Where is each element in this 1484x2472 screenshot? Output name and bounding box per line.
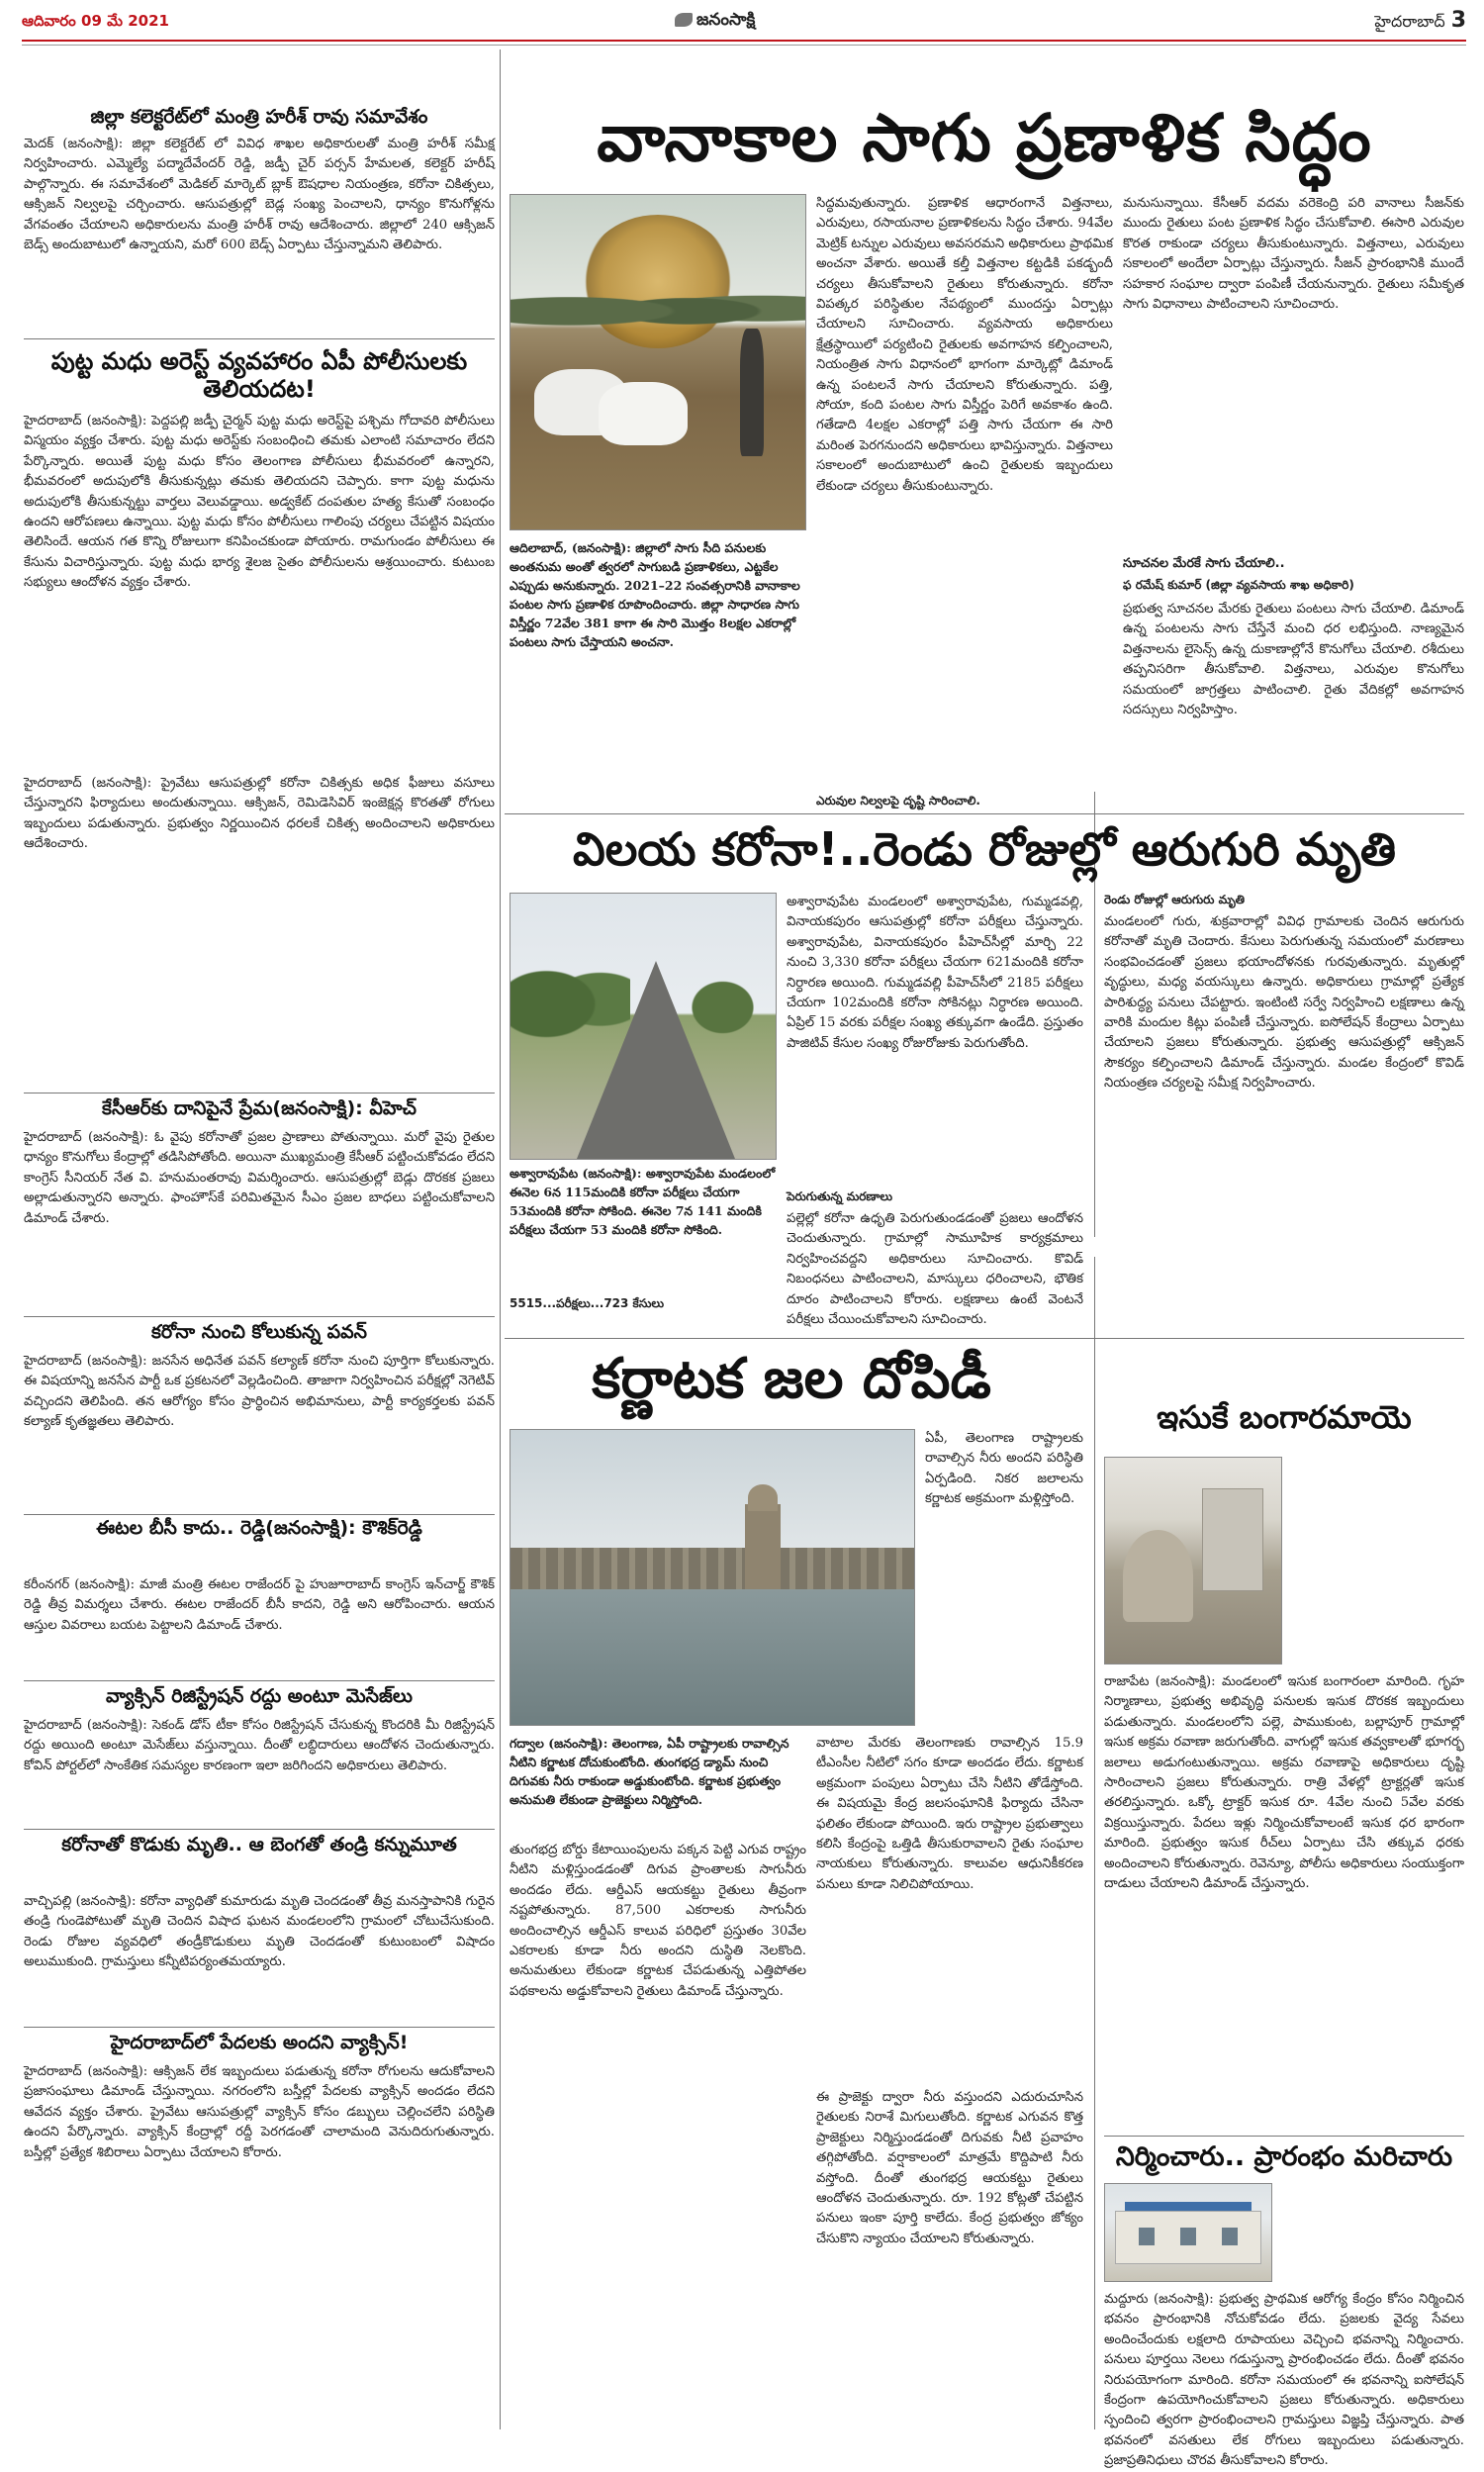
story-divider [24,1316,495,1317]
dam-photo [510,1429,915,1726]
masthead-rule-thin [22,45,1466,46]
building-headline: నిర్మించారు.. ప్రారంభం మరిచారు [1115,2141,1453,2172]
story-divider [24,1514,495,1515]
farm-photo [510,194,806,530]
dam-water [510,1589,914,1725]
story-headline-pawan: కరోనా నుంచి కోలుకున్న పవన్ [151,1321,367,1343]
story-headline-vh: కేసీఆర్‌కు దానిపైనే ప్రేమ(జనంసాక్షి): వీహెచ్ [102,1097,417,1119]
story-body-puttamadhu: హైదరాబాద్ (జనంసాక్షి): పెద్దపల్లి జడ్పీ చైర్మన్ పుట్ట మధు అరెస్ట్‌పై పశ్చిమ గోదావరి పోలీసులు విస్మయం వ్యక్తం చేశారు. పుట్ట మధు అరెస్ట్‌కు సంబంధించి తమకు ఎలాంటి సమాచారం లేదని పేర్కొన్నారు. అయితే పుట్ట మధు కోసం తెలంగాణ పోలీసులు భీమవరంలో ఉన్నారని, భీమవరంలో అదుపులోకి తీసుకున్నట్లు తమకు తెలియదని చెప్పారు. కాగా పుట్ట మధును అదుపులోకి తీసుకున్నట్టు వార్తలు వెలువడ్డాయి. అడ్వకేట్ దంపతుల హత్య కేసుతో సంబంధం ఉందని ఆరోపణలు ఉన్నాయి. పుట్ట మధు కోసం పోలీసులు గాలింపు చర్యలు చేపట్టిన విషయం తెలిసిందే. ఆయన గత కొన్ని రోజులుగా కనిపించకుండా పోయారు. రామగుండం పోలీసులు ఈ కేసును విచారిస్తున్నారు. పుట్ట మధు భార్య శైలజ సైతం పోలీసులను ఆశ్రయించారు. కుటుంబ సభ్యులు ఆందోళన వ్యక్తం చేశారు. [24,414,495,591]
story-headline-puttamadhu: పుట్ట మధు అరెస్ట్ వ్యవహారం ఏపీ పోలీసులకు తెలియదట! [50,347,468,403]
corona-deaths-subhead: రెండు రోజుల్లో ఆరుగురు మృతి [1104,893,1246,906]
page-number: 3 [1450,8,1466,33]
story-headline-father-son: కరోనాతో కొడుకు మృతి.. ఆ బెంగతో తండ్రి కన్నుమూత [61,1834,457,1855]
corona-body-col1: అశ్వారావుపేట మండలంలో అశ్వారావుపేట, గుమ్మడవల్లి, వినాయకపురం ఆసుపత్రుల్లో కరోనా పరీక్షలు చేస్తున్నారు. అశ్వారావుపేట, వినాయకపురం పీహెచ్‌సీల్లో మార్చి 22 నుంచి 3,330 కరోనా పరీక్షలు చేయగా 621మందికి కరోనా నిర్ధారణ అయింది. గుమ్మడవల్లి పీహెచ్‌సీలో 2185 పరీక్షలు చేయగా 102మందికి కరోనా సోకినట్లు నిర్ధారణ అయింది. ఏప్రిల్ 15 వరకు పరీక్షల సంఖ్య తక్కువగా ఉండేది. ప్రస్తుతం పాజిటివ్ కేసుల సంఖ్య రోజురోజుకు పెరుగుతోంది. [787,895,1083,1051]
corona-headline: విలయ కరోనా!..రెండు రోజుల్లో ఆరుగురి మృతి [573,822,1396,876]
dam-tower [745,1504,782,1592]
building-window [1139,2228,1156,2245]
road-photo-caption: అశ్వారావుపేట (జనంసాక్షి): అశ్వారావుపేట మండలంలో ఈనెల 6న 115మందికి కరోనా పరీక్షలు చేయగా 53మందికి కరోనా సోకింది. ఈనెల 7న 141 మందికి పరీక్షలు చేయగా 53 మందికి కరోనా సోకింది. [510,1166,776,1237]
story-body-vaccine-sms: హైదరాబాద్ (జనంసాక్షి): సెకండ్ డోస్ టీకా కోసం రిజిస్ట్రేషన్ చేసుకున్న కొందరికి మీ రిజిస్ట్రేషన్ రద్దు అయింది అంటూ మెసేజ్‌లు వస్తున్నాయి. దీంతో లబ్ధిదారులు ఆందోళన చెందుతున్నారు. కోవిన్ పోర్టల్‌లో సాంకేతిక సమస్యల కారణంగా ఇలా జరిగిందని అధికారులు తెలిపారు. [24,1718,495,1773]
story-headline-vaccine-sms: వ్యాక్సిన్ రిజిస్ట్రేషన్ రద్దు అంటూ మెసేజ్‌లు [106,1685,413,1707]
story-body-pawan: హైదరాబాద్ (జనంసాక్షి): జనసేన అధినేత పవన్ కల్యాణ్ కరోనా నుంచి పూర్తిగా కోలుకున్నారు. ఈ విషయాన్ని జనసేన పార్టీ ఒక ప్రకటనలో వెల్లడించింది. తాజాగా నిర్వహించిన పరీక్షల్లో నెగెటివ్ వచ్చిందని తెలిపింది. తన ఆరోగ్యం కోసం ప్రార్థించిన అభిమానులు, పార్టీ కార్యకర్తలకు పవన్ కల్యాణ్ కృతజ్ఞతలు తెలిపారు. [24,1354,495,1430]
sand-headline: ఇసుకే బంగారమాయె [1157,1398,1412,1436]
water-body-col3: ఈ ప్రాజెక్టు ద్వారా నీరు వస్తుందని ఎదురుచూసిన రైతులకు నిరాశే మిగులుతోంది. కర్ణాటక ఎగువన కొత్త ప్రాజెక్టులు నిర్మిస్తుండడంతో దిగువకు నీటి ప్రవాహం తగ్గిపోతోంది. వర్షాకాలంలో మాత్రమే కొద్దిపాటి నీరు వస్తోంది. దీంతో తుంగభద్ర ఆయకట్టు రైతులు ఆందోళన చెందుతున్నారు. రూ. 192 కోట్లతో చేపట్టిన పనులు ఇంకా పూర్తి కాలేదు. కేంద్ర ప్రభుత్వం జోక్యం చేసుకొని న్యాయం చేయాలని కోరుతున్నారు. [816,2090,1083,2246]
story-divider [505,813,1464,814]
edition-city-name: హైదరాబాద్ [1374,12,1445,31]
newspaper-name: జనంసాక్షి [696,10,756,30]
dam-wall [510,1548,914,1589]
story-divider [1104,2136,1464,2137]
water-body-col2: వాటాల మేరకు తెలంగాణకు రావాల్సిన 15.9 టీఎంసీల నీటిలో సగం కూడా అందడం లేదు. కర్ణాటక అక్రమంగా పంపులు ఏర్పాటు చేసి నీటిని తోడేస్తోంది. ఈ విషయమై కేంద్ర జలసంఘానికి ఫిర్యాదు చేసినా ఫలితం లేకుండా పోయింది. ఇరు రాష్ట్రాల ప్రభుత్వాలు కలిసి కేంద్రంపై ఒత్తిడి తీసుకురావాలని రైతు సంఘాల నాయకులు కోరుతున్నారు. కాలువల ఆధునికీకరణ పనులు కూడా నిలిచిపోయాయి. [816,1736,1083,1892]
story-body-father-son: వాచ్చిపల్లి (జనంసాక్షి): కరోనా వ్యాధితో కుమారుడు మృతి చెందడంతో తీవ్ర మనస్తాపానికి గురైన తండ్రి గుండెపోటుతో మృతి చెందిన విషాద ఘటన మండలంలోని గ్రామంలో చోటుచేసుకుంది. రెండు రోజుల వ్యవధిలో తండ్రీకొడుకులు మృతి చెందడంతో కుటుంబంలో విషాదం అలుముకుంది. గ్రామస్తులు కన్నీటిపర్యంతమయ్యారు. [24,1894,495,1970]
story-divider [24,1680,495,1681]
masthead-rule [22,40,1466,42]
lead-byline: ఫ రమేష్ కుమార్ (జిల్లా వ్యవసాయ శాఖ అధికారి) [1123,578,1354,592]
lead-body-col3: మనుసున్నాయి. కేసీఆర్ వదమ వరెకెంద్రి పరి వానాలు సీజన్‌కు ముందు రైతులు పంట ప్రణాళిక సిద్ధం చేసుకోవాలి. ఈసారి ఎరువుల కొరత రాకుండా చర్యలు తీసుకుంటున్నారు. విత్తనాలు, ఎరువులు సకాలంలో అందేలా ఏర్పాట్లు చేస్తున్నారు. సీజన్ ప్రారంభానికి ముందే సహకార సంఘాల ద్వారా పంపిణీ చేయనున్నారు. రైతులు సమీకృత సాగు విధానాలు పాటించాలని సూచించారు. [1123,196,1464,313]
story-body-vh: హైదరాబాద్ (జనంసాక్షి): ఓ వైపు కరోనాతో ప్రజల ప్రాణాలు పోతున్నాయి. మరో వైపు రైతుల ధాన్యం కొనుగోలు కేంద్రాల్లో తడిసిపోతోంది. అయినా ముఖ్యమంత్రి కేసీఆర్ పట్టించుకోవడం లేదని కాంగ్రెస్ సీనియర్ నేత వి. హనుమంతరావు విమర్శించారు. ఆసుపత్రుల్లో బెడ్లు దొరకక ప్రజలు అల్లాడుతున్నారని అన్నారు. ఫాంహౌస్‌కే పరిమితమైన సీఎం ప్రజల బాధలు పట్టించుకోవాలని డిమాండ్ చేశారు. [24,1130,495,1226]
sand-body: రాజాపేట (జనంసాక్షి): మండలంలో ఇసుక బంగారంలా మారింది. గృహ నిర్మాణాలు, ప్రభుత్వ అభివృద్ధి పనులకు ఇసుక దొరకక ఇబ్బందులు పడుతున్నారు. మండలంలోని పల్లె, పాముకుంట, బల్లాపూర్ గ్రామాల్లో ఇసుక అక్రమ రవాణా జరుగుతోంది. వాగుల్లో ఇసుక తవ్వకాలతో భూగర్భ జలాలు అడుగంటుతున్నాయి. అక్రమ రవాణాపై అధికారులు దృష్టి సారించాలని ప్రజలు కోరుతున్నారు. రాత్రి వేళల్లో ట్రాక్టర్లతో ఇసుక తరలిస్తున్నారు. ఒక్కో ట్రాక్టర్ ఇసుక రూ. 4వేల నుంచి 5వేల వరకు విక్రయిస్తున్నారు. పేదలు ఇళ్లు నిర్మించుకోవాలంటే ఇసుక ధర భారంగా మారింది. ప్రభుత్వం ఇసుక రీచ్‌లు ఏర్పాటు చేసి తక్కువ ధరకు అందించాలని కోరుతున్నారు. రెవెన్యూ, పోలీసు అధికారులు సంయుక్తంగా దాడులు చేయాలని డిమాండ్ చేస్తున్నారు. [1104,1674,1464,1892]
column-divider [500,49,501,2429]
corona-body-col2: పల్లెల్లో కరోనా ఉధృతి పెరుగుతుండడంతో ప్రజలు ఆందోళన చెందుతున్నారు. గ్రామాల్లో సామూహిక కార్యక్రమాలు నిర్వహించవద్దని అధికారులు సూచించారు. కొవిడ్ నిబంధనలు పాటించాలని, మాస్కులు ధరించాలని, భౌతిక దూరం పాటించాలని కోరారు. లక్షణాలు ఉంటే వెంటనే పరీక్షలు చేయించుకోవాలని సూచించారు. [787,1211,1083,1328]
column-divider [1094,1257,1095,2429]
story-body-hospitals: హైదరాబాద్ (జనంసాక్షి): ప్రైవేటు ఆసుపత్రుల్లో కరోనా చికిత్సకు అధిక ఫీజులు వసూలు చేస్తున్నారని ఫిర్యాదులు అందుతున్నాయి. ఆక్సిజన్, రెమిడెసివిర్ ఇంజెక్షన్ల కొరతతో రోగులు ఇబ్బందులు పడుతున్నారు. ప్రభుత్వం నిర్ణయించిన ధరలకే చికిత్స అందించాలని అధికారులు ఆదేశించారు. [24,776,495,852]
story-headline-etela: ఈటల బీసీ కాదు.. రెడ్డి(జనంసాక్షి): కౌశిక్‌రెడ్డి [96,1517,422,1539]
story-body-hyd-vaccine: హైదరాబాద్ (జనంసాక్షి): ఆక్సిజన్ లేక ఇబ్బందులు పడుతున్న కరోనా రోగులను ఆదుకోవాలని ప్రజాసంఘాలు డిమాండ్ చేస్తున్నాయి. నగరంలోని బస్తీల్లో పేదలకు వ్యాక్సిన్ అందడం లేదని ఆవేదన వ్యక్తం చేశారు. ప్రైవేటు ఆసుపత్రుల్లో వ్యాక్సిన్ కోసం డబ్బులు చెల్లించలేని పరిస్థితి ఉందని పేర్కొన్నారు. వ్యాక్సిన్ కేంద్రాల్లో రద్దీ పెరగడంతో చాలామంది వెనుదిరుగుతున్నారు. బస్తీల్లో ప్రత్యేక శిబిరాలు ఏర్పాటు చేయాలని కోరారు. [24,2064,495,2160]
bird-logo-icon [675,13,693,27]
story-body-etela: కరీంనగర్ (జనంసాక్షి): మాజీ మంత్రి ఈటల రాజేందర్ పై హుజూరాబాద్ కాంగ్రెస్ ఇన్‌చార్జ్ కౌశిక్ రెడ్డి తీవ్ర విమర్శలు చేశారు. ఈటల రాజేందర్ బీసీ కాదని, రెడ్డి అని ఆరోపించారు. ఆయన ఆస్తుల వివరాలు బయట పెట్టాలని డిమాండ్ చేశారు. [24,1577,495,1633]
edition-city [1374,8,1466,35]
building-window [1222,2228,1239,2245]
photo-trees [510,279,805,333]
empty-road [577,961,735,1159]
lead-body-col3b: ప్రభుత్వ సూచనల మేరకు రైతులు పంటలు సాగు చేయాలి. డిమాండ్ ఉన్న పంటలను సాగు చేస్తేనే మంచి ధర లభిస్తుంది. నాణ్యమైన విత్తనాలను లైసెన్స్ ఉన్న దుకాణాల్లోనే కొనుగోలు చేయాలి. రశీదులు తప్పనిసరిగా తీసుకోవాలి. విత్తనాలు, ఎరువుల కొనుగోలు సమయంలో జాగ్రత్తలు పాటించాలి. రైతు వేదికల్లో అవగాహన సదస్సులు నిర్వహిస్తాం. [1123,602,1464,718]
lead-headline: వానాకాల సాగు ప్రణాళిక సిద్ధం [597,100,1372,176]
sand-pile [1123,1530,1193,1623]
story-divider [24,338,495,339]
building-window [1180,2228,1197,2245]
corona-body-col3: మండలంలో గురు, శుక్రవారాల్లో వివిధ గ్రామాలకు చెందిన ఆరుగురు కరోనాతో మృతి చెందారు. కేసులు పెరుగుతున్న సమయంలో మరణాలు సంభవించడంతో ప్రజలు భయాందోళనకు గురవుతున్నారు. మృతుల్లో వృద్ధులు, మధ్య వయస్కులు ఉన్నారు. అధికారులు గ్రామాల్లో ప్రత్యేక పారిశుద్ధ్య పనులు చేపట్టారు. ఇంటింటి సర్వే నిర్వహించి లక్షణాలు ఉన్న వారికి మందుల కిట్లు పంపిణీ చేస్తున్నారు. ఐసోలేషన్ కేంద్రాలు ఏర్పాటు చేయాలని ప్రజలు కోరుతున్నారు. ప్రభుత్వ ఆసుపత్రుల్లో ఆక్సిజన్ సౌకర్యం కల్పించాలని డిమాండ్ చేస్తున్నారు. మండల కేంద్రంలో కొవిడ్ నియంత్రణ చర్యలపై సమీక్ష నిర్వహించారు. [1104,914,1464,1092]
newspaper-logo [675,10,755,34]
sand-photo [1104,1457,1282,1664]
corona-stats-subhead: 5515...పరీక్షలు...723 కేసులు [510,1296,665,1310]
issue-date: ఆదివారం 09 మే 2021 [22,12,169,30]
road-photo [510,893,777,1160]
story-headline-hyd-vaccine: హైదరాబాద్‌లో పేదలకు అందని వ్యాక్సిన్! [110,2032,409,2053]
lead-body-col1: సిద్ధమవుతున్నారు. ప్రణాళిక ఆధారంగానే విత్తనాలు, ఎరువులు, రసాయనాల ప్రణాళికలను సిద్ధం చేశారు. 94వేల మెట్రిక్ టన్నుల ఎరువులు అవసరమని అధికారులు ప్రాథమిక అంచనా వేశారు. అయితే కల్తీ విత్తనాల కట్టడికి పకడ్బందీ చర్యలు తీసుకోవాలని రైతులు కోరుతున్నారు. కరోనా విపత్కర పరిస్థితుల నేపథ్యంలో ముందస్తు ఏర్పాట్లు చేయాలని సూచించారు. వ్యవసాయ అధికారులు క్షేత్రస్థాయిలో పర్యటించి రైతులకు అవగాహన కల్పించాలని, నియంత్రిత సాగు విధానంలో భాగంగా మార్కెట్లో డిమాండ్ ఉన్న పంటలనే సాగు చేయాలని కోరుతున్నారు. పత్తి, సోయా, కంది పంటల సాగు విస్తీర్ణం పెరిగే అవకాశం ఉంది. గతేడాది 4లక్షల ఎకరాల్లో పత్తి సాగు చేయగా ఈ సారి మరింత పెరగనుందని అధికారులు భావిస్తున్నారు. విత్తనాలు సకాలంలో అందుబాటులో ఉంచి రైతులకు ఇబ్బందులు లేకుండా చర్యలు తీసుకుంటున్నారు. [816,196,1113,494]
building-photo [1104,2183,1272,2282]
dam-photo-caption: గద్వాల (జనంసాక్షి): తెలంగాణ, ఏపీ రాష్ట్రాలకు రావాల్సిన నీటిని కర్ణాటక దోచుకుంటోంది. తుంగభద్ర డ్యామ్ నుంచి దిగువకు నీరు రాకుండా అడ్డుకుంటోంది. కర్ణాటక ప్రభుత్వం అనుమతి లేకుండా ప్రాజెక్టులు నిర్మిస్తోంది. [510,1736,789,1807]
farmer-figure [740,329,764,455]
masthead [22,8,1466,34]
water-body-col1: తుంగభద్ర బోర్డు కేటాయింపులను పక్కన పెట్టి ఎగువ రాష్ట్రం నీటిని మళ్లిస్తుండడంతో దిగువ ప్రాంతాలకు సాగునీరు అందడం లేదు. ఆర్డీఎస్ ఆయకట్టు రైతులు తీవ్రంగా నష్టపోతున్నారు. 87,500 ఎకరాలకు సాగునీరు అందించాల్సిన ఆర్డీఎస్ కాలువ పరిధిలో ప్రస్తుతం 30వేల ఎకరాలకు కూడా నీరు అందని దుస్థితి నెలకొంది. అనుమతులు లేకుండా కర్ణాటక చేపడుతున్న ఎత్తిపోతల పథకాలను అడ్డుకోవాలని రైతులు డిమాండ్ చేస్తున్నారు. [510,1843,806,1999]
lead-body-col1b [510,776,806,792]
building-shape [1202,1488,1263,1591]
water-intro: ఏపీ, తెలంగాణ రాష్ట్రాలకు రావాల్సిన నీరు అందని పరిస్థితి ఏర్పడింది. నికర జలాలను కర్ణాటక అక్రమంగా మళ్లిస్తోంది. [925,1431,1083,1507]
ox-figure [599,382,687,445]
building-body: మద్దూరు (జనంసాక్షి): ప్రభుత్వ ప్రాథమిక ఆరోగ్య కేంద్రం కోసం నిర్మించిన భవనం ప్రారంభానికి నోచుకోవడం లేదు. ప్రజలకు వైద్య సేవలు అందించేందుకు లక్షలాది రూపాయలు వెచ్చించి భవనాన్ని నిర్మించారు. పనులు పూర్తయి నెలలు గడుస్తున్నా ప్రారంభించడం లేదు. దీంతో భవనం నిరుపయోగంగా మారింది. కరోనా సమయంలో ఈ భవనాన్ని ఐసోలేషన్ కేంద్రంగా ఉపయోగించుకోవాలని ప్రజలు కోరుతున్నారు. అధికారులు స్పందించి త్వరగా ప్రారంభించాలని గ్రామస్తులు విజ్ఞప్తి చేస్తున్నారు. పాత భవనంలో వసతులు లేక రోగులు ఇబ్బందులు పడుతున్నారు. ప్రజాప్రతినిధులు చొరవ తీసుకోవాలని కోరారు. [1104,2292,1464,2469]
lead-subhead: సూచనల మేరకే సాగు చేయాలి.. [1123,556,1285,571]
farm-photo-caption: ఆదిలాబాద్, (జనంసాక్షి): జిల్లాలో సాగు సీది పనులకు అంతనుమ అంతో త్వరలో సాగుబడి ప్రణాళికలు, ఎట్టకేల ఎప్పుడు అనుకున్నారు. 2021–22 సంవత్సరానికి వానాకాల పంటల సాగు ప్రణాళిక రూపొందించారు. జిల్లా సాధారణ సాగు విస్తీర్ణం 72వేల 381 కాగా ఈ సారి మొత్తం 8లక్షల ఎకరాల్లో పంటలు సాగు చేస్తాయని అంచనా. [510,540,800,649]
story-body-harish: మెదక్ (జనంసాక్షి): జిల్లా కలెక్టరేట్ లో వివిధ శాఖల అధికారులతో మంత్రి హరీశ్ సమీక్ష నిర్వహించారు. ఎమ్మెల్యే పద్మాదేవేందర్ రెడ్డి, జడ్పీ చైర్ పర్సన్ హేమలత, కలెక్టర్ హరీష్ పాల్గొన్నారు. ఈ సమావేశంలో మెడికల్ మార్కెట్ బ్లాక్ ఔషధాల నియంత్రణ, కరోనా చికిత్సలు, ఆక్సిజన్ నిల్వలపై చర్చించారు. ఆసుపత్రుల్లో బెడ్ల సంఖ్య పెంచాలని, ధాన్యం కొనుగోళ్లను వేగవంతం చేయాలని అధికారులను మంత్రి హరీశ్ రావు ఆదేశించారు. జిల్లాలో 240 ఆక్సిజన్ బెడ్స్ అందుబాటులో ఉన్నాయని, మరో 600 బెడ్స్ ఏర్పాటు చేస్తున్నామని తెలిపారు. [24,137,495,253]
corona-subhead: పెరుగుతున్న మరణాలు [787,1189,893,1203]
story-divider [505,1338,1464,1339]
water-headline: కర్ణాటక జల దోపిడీ [592,1347,991,1411]
story-divider [24,1829,495,1830]
lead-more: ఎరువుల నిల్వలపై దృష్టి సారించాలి. [816,794,980,808]
story-divider [24,2027,495,2028]
story-headline-harish: జిల్లా కలెక్టరేట్‌లో మంత్రి హరీశ్ రావు సమావేశం [90,106,428,128]
